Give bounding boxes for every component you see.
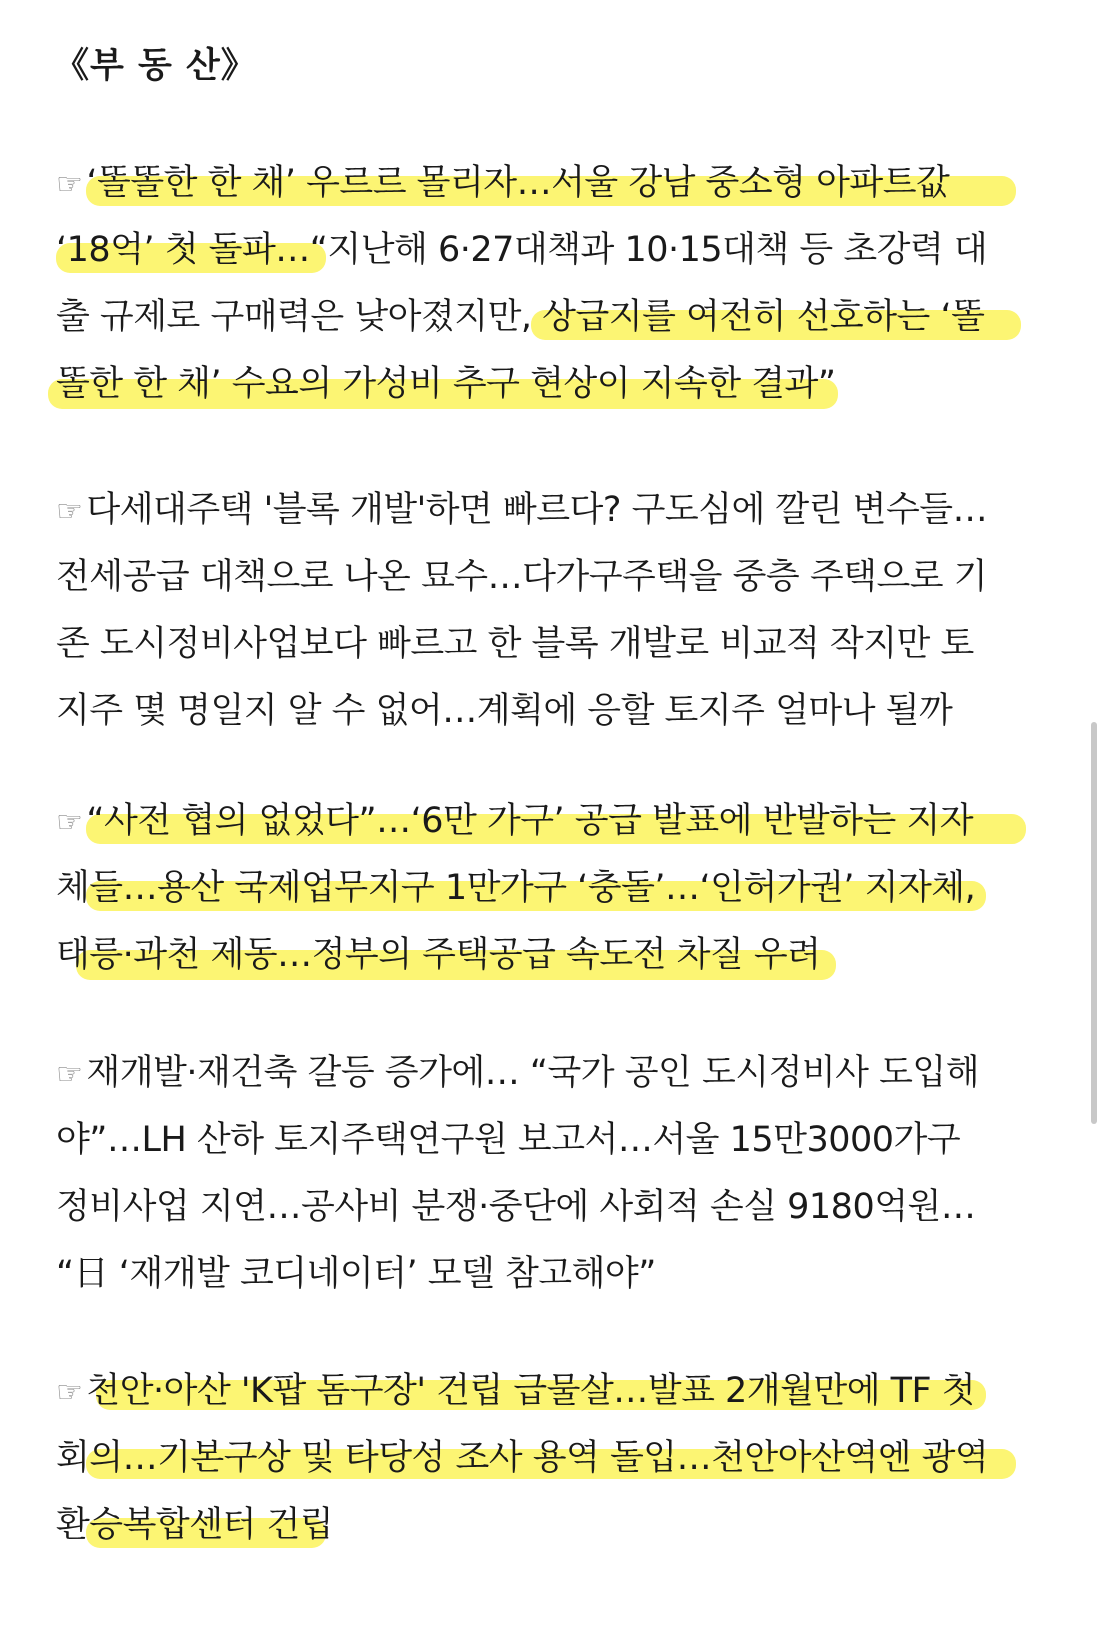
news-item[interactable] <box>56 477 1056 745</box>
news-line-text: “日 ‘재개발 코디네이터’ 모델 참고해야” <box>56 1254 656 1294</box>
news-item[interactable] <box>56 1358 1056 1559</box>
news-line-text: 재개발·재건축 갈등 증가에… “국가 공인 도시정비사 도입해 <box>86 1053 980 1093</box>
news-line <box>56 477 1056 544</box>
news-line <box>56 1040 1056 1107</box>
news-line-text: 천안·아산 'K팝 돔구장' 건립 급물살…발표 2개월만에 TF 첫 <box>86 1371 976 1411</box>
news-line-text: 다세대주택 '블록 개발'하면 빠르다? 구도심에 깔린 변수들… <box>86 490 988 530</box>
news-line <box>56 1107 1056 1174</box>
news-line <box>56 678 1056 745</box>
news-line <box>56 1492 1056 1559</box>
pointing-hand-icon: ☞ <box>56 1057 83 1092</box>
section-heading: 《부 동 산》 <box>54 46 257 86</box>
news-line <box>56 1358 1056 1425</box>
news-line-text: “사전 협의 없었다”…‘6만 가구’ 공급 발표에 반발하는 지자 <box>86 801 974 841</box>
news-line-text: 야”…LH 산하 토지주택연구원 보고서…서울 15만3000가구 <box>56 1120 961 1160</box>
vertical-scrollbar[interactable] <box>1091 722 1097 1124</box>
news-line <box>56 217 1056 284</box>
news-item[interactable] <box>56 150 1056 418</box>
news-line <box>56 788 1056 855</box>
news-line-text: 존 도시정비사업보다 빠르고 한 블록 개발로 비교적 작지만 토 <box>56 624 974 664</box>
news-line-text: 회의…기본구상 및 타당성 조사 용역 돌입…천안아산역엔 광역 <box>56 1438 989 1478</box>
news-line <box>56 150 1056 217</box>
pointing-hand-icon: ☞ <box>56 494 83 529</box>
news-line-text: 지주 몇 명일지 알 수 없어…계획에 응할 토지주 얼마나 될까 <box>56 691 953 731</box>
news-line <box>56 1425 1056 1492</box>
news-line-text: 체들…용산 국제업무지구 1만가구 ‘충돌’…‘인허가권’ 지자체, <box>56 868 976 908</box>
news-line-text: 전세공급 대책으로 나온 묘수…다가구주택을 중층 주택으로 기 <box>56 557 988 597</box>
news-line <box>56 284 1056 351</box>
news-line-text: 태릉·과천 제동…정부의 주택공급 속도전 차질 우려 <box>56 935 821 975</box>
pointing-hand-icon: ☞ <box>56 805 83 840</box>
news-item[interactable] <box>56 1040 1056 1308</box>
news-line <box>56 1174 1056 1241</box>
news-line <box>56 611 1056 678</box>
news-line-text: ‘똘똘한 한 채’ 우르르 몰리자…서울 강남 중소형 아파트값 <box>86 163 950 203</box>
pointing-hand-icon: ☞ <box>56 1375 83 1410</box>
news-line <box>56 351 1056 418</box>
news-line <box>56 922 1056 989</box>
news-line-text: 똘한 한 채’ 수요의 가성비 추구 현상이 지속한 결과” <box>56 364 836 404</box>
news-line-text: 환승복합센터 건립 <box>56 1505 334 1545</box>
news-line <box>56 855 1056 922</box>
news-line <box>56 1241 1056 1308</box>
pointing-hand-icon: ☞ <box>56 167 83 202</box>
news-item[interactable] <box>56 788 1056 989</box>
news-line-text: ‘18억’ 첫 돌파…“지난해 6·27대책과 10·15대책 등 초강력 대 <box>56 230 988 270</box>
news-line-text: 출 규제로 구매력은 낮아졌지만, 상급지를 여전히 선호하는 ‘똘 <box>56 297 985 337</box>
news-line-text: 정비사업 지연…공사비 분쟁·중단에 사회적 손실 9180억원… <box>56 1187 976 1227</box>
news-line <box>56 544 1056 611</box>
